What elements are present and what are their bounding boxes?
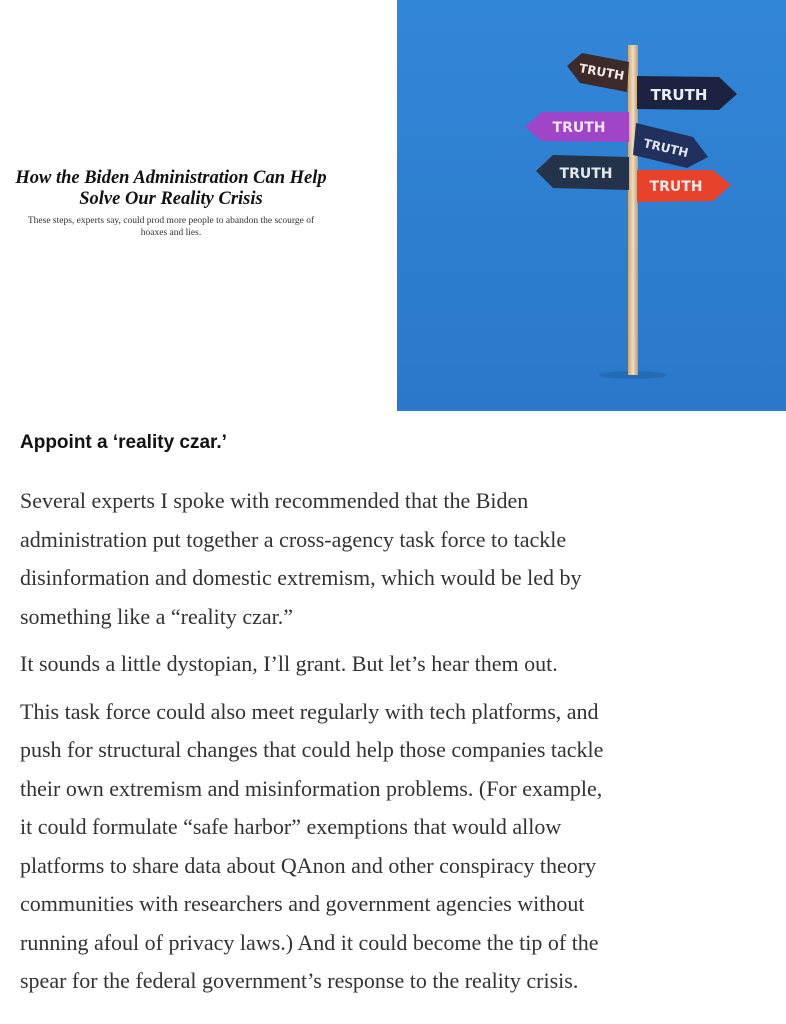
paragraph-3: This task force could also meet regularly with tech platforms, and push for structural changes that could help those companies tackle their own extremism and misinformation problems. (For example, it could formulate “safe harbor” exemptions that would allow platforms to share data about QAnon and other conspiracy theory communities with researchers and government agencies without running afoul of privacy laws.) And it could become the tip of the spear for the federal government’s response to the reality crisis.	[20, 698, 604, 993]
sign-3-label: TRUTH	[552, 120, 606, 136]
sign-3	[525, 112, 629, 142]
sign-6	[637, 170, 731, 202]
paragraph-2: It sounds a little dystopian, I’ll grant. But let’s hear them out.	[20, 651, 558, 676]
sign-1-label: TRUTH	[578, 61, 626, 83]
article-headline[interactable]: How the Biden Administration Can Help Solve Our Reality Crisis	[15, 168, 327, 209]
hero-image	[397, 0, 786, 411]
article-summary: These steps, experts say, could prod more people to abandon the scourge of hoaxes and lies.	[27, 216, 315, 238]
signpost-illustration	[397, 0, 786, 411]
sign-6-label: TRUTH	[649, 179, 703, 195]
signpost-pole	[628, 45, 638, 375]
sign-2-label: TRUTH	[650, 86, 708, 104]
section-heading: Appoint a ‘reality czar.’	[20, 432, 227, 453]
sign-4-label: TRUTH	[642, 136, 690, 161]
sign-5-label: TRUTH	[559, 166, 613, 182]
article-body	[20, 482, 780, 1001]
article-header	[12, 168, 330, 239]
sign-2	[637, 76, 737, 110]
paragraph-1: Several experts I spoke with recommended that the Biden administration put together a cross-agency task force to tackle disinformation and domestic extremism, which would be led by something like a “reality czar.”	[20, 488, 582, 629]
sign-5	[536, 155, 629, 190]
